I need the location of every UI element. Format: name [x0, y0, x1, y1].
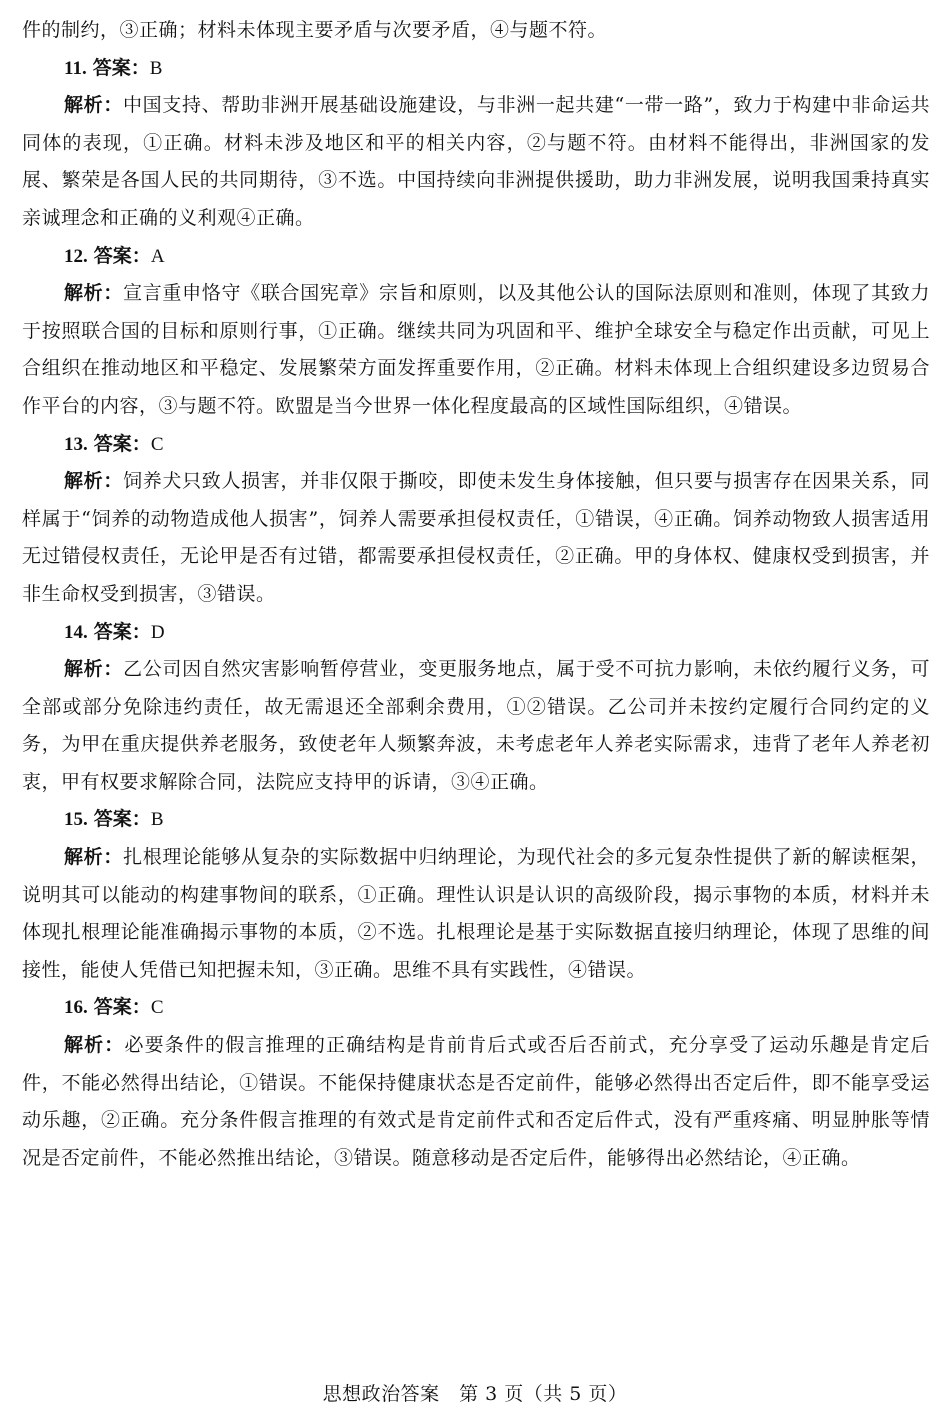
- explanation-paragraph: [22, 839, 930, 989]
- explanation-label: 解析：: [64, 1034, 125, 1057]
- explanation-text: 扎根理论能够从复杂的实际数据中归纳理论，为现代社会的多元复杂性提供了新的解读框架，说明其可以能动的构建事物间的联系，①正确。理性认识是认识的高级阶段，揭示事物的本质，材料并未体现扎根理论能准确揭示事物的本质，②不选。扎根理论是基于实际数据直接归纳理论，体现了思维的间接性，能使人凭借已知把握未知，③正确。思维不具有实践性，④错误。: [22, 846, 930, 981]
- explanation-text: 必要条件的假言推理的正确结构是肯前肯后式或否后否前式，充分享受了运动乐趣是肯定后件，不能必然得出结论，①错误。不能保持健康状态是否定前件，能够必然得出否定后件，即不能享受运动乐趣，②正确。充分条件假言推理的有效式是肯定前件式和否定后件式，没有严重疼痛、明显肿胀等情况是否定前件，不能必然推出结论，③错误。随意移动是否定后件，能够得出必然结论，④正确。: [22, 1034, 930, 1169]
- explanation-text: 乙公司因自然灾害影响暂停营业，变更服务地点，属于受不可抗力影响，未依约履行义务，可全部或部分免除违约责任，故无需退还全部剩余费用，①②错误。乙公司并未按约定履行合同约定的义务，为甲在重庆提供养老服务，致使老年人频繁奔波，未考虑老年人养老实际需求，违背了老年人养老初衷，甲有权要求解除合同，法院应支持甲的诉请，③④正确。: [22, 658, 930, 793]
- explanation-label: 解析：: [64, 282, 124, 305]
- explanation-paragraph: [22, 651, 930, 801]
- answer-heading: [22, 50, 930, 88]
- answer-label: 答案：: [93, 620, 151, 643]
- answer-label: 答案：: [93, 996, 151, 1019]
- explanation-text: 饲养犬只致人损害，并非仅限于撕咬，即使未发生身体接触，但只要与损害存在因果关系，同样属于“饲养的动物造成他人损害”，饲养人需要承担侵权责任，①错误，④正确。饲养动物致人损害适用无过错侵权责任，无论甲是否有过错，都需要承担侵权责任，②正确。甲的身体权、健康权受到损害，并非生命权受到损害，③错误。: [22, 470, 930, 605]
- question-number: 11.: [64, 57, 87, 79]
- answer-heading: [22, 238, 930, 276]
- answer-value: A: [150, 245, 165, 267]
- page-footer: 思想政治答案 第 3 页（共 5 页）: [322, 1383, 628, 1405]
- explanation-paragraph: [22, 275, 930, 425]
- question-15: [22, 801, 930, 989]
- explanation-paragraph: [22, 1027, 930, 1177]
- answer-label: 答案：: [92, 56, 150, 79]
- question-11: [22, 50, 930, 238]
- explanation-paragraph: [22, 463, 930, 613]
- answer-page: [22, 12, 930, 1177]
- question-number: 12.: [64, 245, 88, 267]
- answer-value: C: [150, 997, 164, 1019]
- continuation-text: 件的制约，③正确；材料未体现主要矛盾与次要矛盾，④与题不符。: [22, 19, 608, 41]
- answer-label: 答案：: [93, 432, 151, 455]
- answer-heading: [22, 614, 930, 652]
- explanation-label: 解析：: [64, 470, 124, 493]
- answer-label: 答案：: [93, 808, 151, 831]
- answer-heading: [22, 801, 930, 839]
- answer-value: D: [150, 621, 165, 643]
- explanation-text: 中国支持、帮助非洲开展基础设施建设，与非洲一起共建“一带一路”，致力于构建中非命运共同体的表现，①正确。材料未涉及地区和平的相关内容，②与题不符。由材料不能得出，非洲国家的发展、繁荣是各国人民的共同期待，③不选。中国持续向非洲提供援助，助力非洲发展，说明我国秉持真实亲诚理念和正确的义利观④正确。: [22, 94, 930, 229]
- answer-heading: [22, 426, 930, 464]
- question-number: 16.: [64, 997, 88, 1019]
- question-number: 15.: [64, 809, 88, 831]
- explanation-label: 解析：: [64, 658, 124, 681]
- explanation-label: 解析：: [64, 94, 123, 117]
- answer-value: C: [150, 433, 164, 455]
- explanation-paragraph: [22, 87, 930, 237]
- question-13: [22, 426, 930, 614]
- question-number: 14.: [64, 621, 88, 643]
- explanation-label: 解析：: [64, 846, 124, 869]
- answer-heading: [22, 989, 930, 1027]
- answer-label: 答案：: [93, 244, 151, 267]
- question-16: [22, 989, 930, 1177]
- question-14: [22, 614, 930, 802]
- answer-value: B: [149, 57, 163, 79]
- question-12: [22, 238, 930, 426]
- answer-value: B: [150, 809, 164, 831]
- question-number: 13.: [64, 433, 88, 455]
- explanation-text: 宣言重申恪守《联合国宪章》宗旨和原则，以及其他公认的国际法原则和准则，体现了其致力于按照联合国的目标和原则行事，①正确。继续共同为巩固和平、维护全球安全与稳定作出贡献，可见上合组织在推动地区和平稳定、发展繁荣方面发挥重要作用，②正确。材料未体现上合组织建设多边贸易合作平台的内容，③与题不符。欧盟是当今世界一体化程度最高的区域性国际组织，④错误。: [22, 282, 930, 417]
